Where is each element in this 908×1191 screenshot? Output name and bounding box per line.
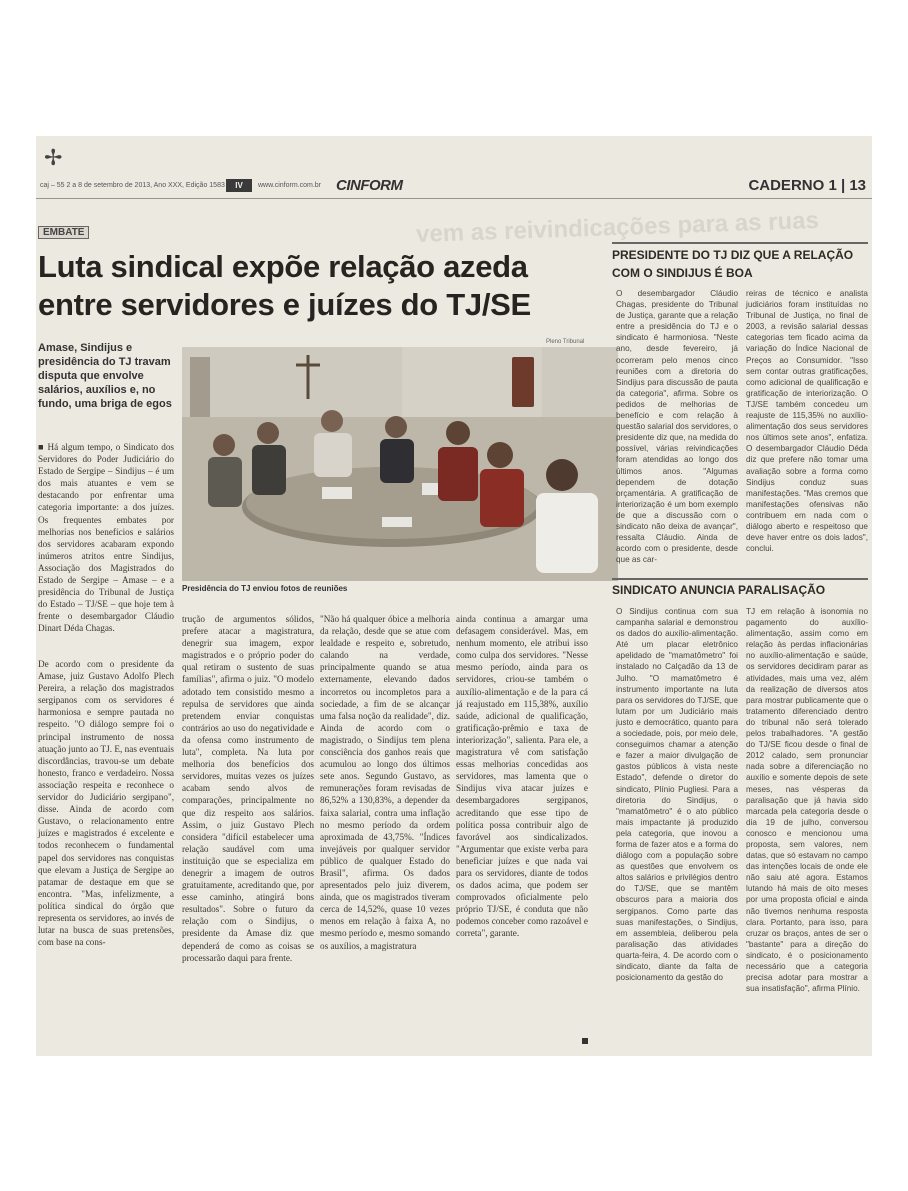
article-subhead: Amase, Sindijus e presidência do TJ travam disputa que envolve salários, auxílios e, no fundo, uma briga de egos: [38, 342, 172, 410]
crop-mark-icon: ✢: [44, 146, 63, 171]
article-column-1-continued: De acordo com o presidente da Amase, juiz Gustavo Adolfo Plech Pereira, a relação dos magistrados sergipanos com os servidores é harmoniosa e sempre pautada no respeito. "O diálogo sempre foi o principal instrumento de nossa atuação junto ao TJ. E, nas eventuais discordâncias, travou-se um debate honesto, franco e verdadeiro. Nossa associação respeita e reconhece o servidor do Judiciário sergipano", disse. Ainda de acordo com Gustavo, o relacionamento entre juízes e magistrados é excelente e todos reconhecem o fundamental papel dos servidores nas conquistas que elevam a Justiça de Sergipe ao patamar de destaque em que se encontra. "Mas, infelizmente, a política sindical do órgão que representa os servidores, ao invés de lutar na busca de suas pretensões, com base na cons-: [38, 659, 174, 948]
article-column-3: "Não há qualquer óbice a melhoria da relação, desde que se atue com lealdade e respeito e, sobretudo, calando na verdade, principalmente quando se atua externamente, elevando dados incorretos ou incompletos para a sociedade, a fim de se alcançar uma falsa noção da realidade", diz. Ainda de acordo com o magistrado, o Sindijus tem plena consciência dos ganhos reais que acumulou ao longo dos últimos sete anos. Segundo Gustavo, as remunerações foram revisadas de 86,52% a 130,83%, a depender da faixa salarial, contra uma inflação no mesmo período da ordem aproximada de 43,75%. "Índices invejáveis por qualquer servidor público de qualquer Estado do Brasil", afirma. Os dados apresentados pelo juiz diverem, ainda, que os magistrados tiveram cerca de 14,52%, quase 10 vezes menos em relação à faixa A, no mesmo período e, mesmo somando os auxílios, a magistratura: [320, 614, 450, 951]
sidebar-2-column-a: O Sindijus continua com sua campanha salarial e demonstrou os dados do auxílio-alimentação. Até um placar eletrônico apelidado de "mamatômetro" foi instalado no Calçadão da 13 de Julho. "O mamatômetro é instrumento importante na luta para os servidores do TJ/SE, que lutam por um Judiciário mais justo e democrático, quanto para a sociedade, pois, por meio dele, conseguimos chamar a atenção e fazer a maior divulgação de gastos públicos à vista neste Estado", defende o diretor do sindicato, Plínio Pugliesi. Para a diretoria do Sindijus, o "mamatômetro" é o ato público mais impactante já produzido pela categoria, que inovou a forma de fazer atos e a forma do diálogo com a população sobre as questões que envolvem os altos salários e privilégios dentro do TJ/SE, que se mantêm obscuros para a maioria dos sergipanos. Como parte das suas manifestações, o Sindijus, em assembleia, deliberou pela paralisação das atividades quarta-feira, 4. De acordo com o sindicato, diante da falta de posicionamento da gestão do: [616, 607, 738, 983]
article-kicker: EMBATE: [38, 226, 89, 239]
end-mark-icon: [582, 1038, 588, 1044]
photo-credit: Pleno Tribunal: [546, 339, 585, 345]
article-column-4: ainda continua a amargar uma defasagem considerável. Mas, em nenhum momento, ele atribui isso como culpa dos servidores. "Nesse mesmo período, ainda para os servidores, criou-se também o auxílio-alimentação e de la para cá já reajustado em 115,38%, auxílio saúde, adicional de qualificação, gratificação-prêmio e taxa de interiorização", salienta. Para ele, a magistratura vê com satisfação essas melhorias concedidas aos servidores, mas lamenta que o Sindijus viva atacar juízes e desembargadores sergipanos, acreditando que esse tipo de política possa contribuir algo de favorável aos sindicalizados. "Argumentar que existe verba para beneficiar juízes e que nada vai para os servidores, diante de todos os dados acima, que podem ser comprovados oficialmente pelo próprio TJ/SE, é conduta que não podemos conceber como razoável e correta", garante.: [456, 614, 588, 939]
newspaper-page: [36, 136, 872, 1056]
meeting-photo: [182, 347, 618, 581]
photo-caption: Presidência do TJ enviou fotos de reuniões: [182, 584, 348, 593]
sidebar-1-title: PRESIDENTE DO TJ DIZ QUE A RELAÇÃO COM O SINDIJUS É BOA: [612, 248, 854, 280]
page-header: [36, 176, 872, 199]
article-headline: Luta sindical expõe relação azeda entre servidores e juízes do TJ/SE: [38, 249, 531, 322]
newspaper-logo-icon: IV: [226, 179, 252, 192]
sidebar-2-column-b: TJ em relação à isonomia no pagamento do auxílio-alimentação, assim como em relação às perdas inflacionárias no auxílio-alimentação e saúde, os servidores decidiram parar as atividades, mais uma vez, além da realização de diversos atos para mostrar publicamente que o tratamento diferenciado dentro do tribunal não será tolerado pelos trabalhadores. "A gestão do TJ/SE ficou desde o final de 2012 calado, sem pronunciar nada sobre a diferenciação no auxílio e somente depois de sete meses, nas vésperas da paralisação que já havia sido marcada pela categoria desde o dia 19 de julho, conversou conosco e mencionou uma proposta, sem valores, nem datas, que só estavam no campo das intenções locais de onde ele não saiu até agora. Estamos lutando há mais de oito meses por uma proposta oficial e ainda não tivemos nenhuma resposta clara. Portanto, para isso, para cruzar os braços, antes de ser o "bastante" para a direção do sindicato, é o posicionamento necessário que a categoria precisa adotar para mostrar a sua insatisfação", afirma Plínio.: [746, 607, 868, 994]
article-column-1: [38, 441, 174, 635]
folio-line: caj – 55 2 a 8 de setembro de 2013, Ano XXX, Edição 1583: [40, 182, 225, 189]
section-label: CADERNO 1 | 13: [748, 177, 866, 194]
sidebar-divider: [612, 578, 868, 580]
sidebar-2-title: SINDICATO ANUNCIA PARALISAÇÃO: [612, 583, 826, 597]
bleed-through-text: vem as reivindicações para as ruas: [415, 206, 820, 249]
website-url: www.cinform.com.br: [258, 182, 322, 189]
sidebar-1-column-a: O desembargador Cláudio Chagas, presidente do Tribunal de Justiça, garante que a relação entre a presidência do TJ e o sindicato é harmoniosa. "Neste ano, desde fevereiro, já ocorreram pelo menos cinco reuniões com a diretoria do Sindijus para discussão de pauta da categoria", afirma. Sobre os pedidos de melhorias de benefício e com relação à questão salarial dos servidores, o presidente diz que, na medida do possível, várias reivindicações foram atendidas ao longo dos últimos anos. "Algumas dependem de dotação orçamentária. A gratificação de interiorização é um bom exemplo de que a discussão com o sindicato não deixa de avançar", ressalta Cláudio. Ainda de acordo com o presidente, desde que as car-: [616, 289, 738, 565]
sidebar-divider: [612, 242, 868, 244]
bullet-icon: ■: [38, 442, 48, 452]
article-column-2: trução de argumentos sólidos, prefere atacar a magistratura, denegrir sua imagem, expor magistrados e o próprio poder do qual retiram o sustento de suas famílias", afirma o juiz. "O modelo adotado tem consistido mesmo a repulsa de servidores que ainda pretendem enviar conquistas contrários ao uso do negatividade e da ofensa como instrumento de luta", completa. Na luta por melhoria dos benefícios dos servidores, muitas vezes os juízes acabam sendo alvos de comparações, principalmente no que diz respeito aos salários. Assim, o juiz Gustavo Plech considera "difícil estabelecer uma relação saudável com uma instituição que se especializa em denegrir a imagem de outros gratuitamente, acreditando que, por esse caminho, atingirá bons resultados". Sobre o futuro da relação com o Sindijus, o presidente da Amase diz que dependerá de como as coisas se processarão daqui para frente.: [182, 614, 314, 963]
article-text: Há algum tempo, o Sindicato dos Servidores do Poder Judiciário do Estado de Sergipe – Sindijus – é um dos mais atuantes e vem se destacando por enfrentar uma categoria importante: a dos juízes. Os frequentes embates por melhorias nos benefícios e salários dos servidores acabaram expondo inúmeros atritos entre Sindijus, Associação dos Magistrados do Estado de Sergipe – Amase – e a presidência do Tribunal de Justiça do Estado – TJ/SE – que hoje tem à frente o desembargador Cláudio Dinart Déda Chagas.: [38, 442, 174, 634]
brand-logo: CINFORM: [336, 177, 403, 194]
sidebar-1-column-b: reiras de técnico e analista judiciários foram instituídas no Tribunal de Justiça, no final de 2003, a revisão salarial dessas categorias tem ficado acima da variação do Índice Nacional de Preços ao Consumidor. "Isso sem contar outras gratificações, como adicional de qualificação e gratificação de interiorização. O TJ/SE também concedeu um reajuste de 115,35% no auxílio-alimentação dos seus servidores nos últimos sete anos", enfatiza. O desembargador Cláudio Déda diz que prefere não tomar uma avaliação sobre a forma como Sindijus conduz suas manifestações. "Mas cremos que manifestações ofensivas não contribuem em nada com o diálogo aberto e respeitoso que deve haver entre os dois lados", conclui.: [746, 289, 868, 554]
